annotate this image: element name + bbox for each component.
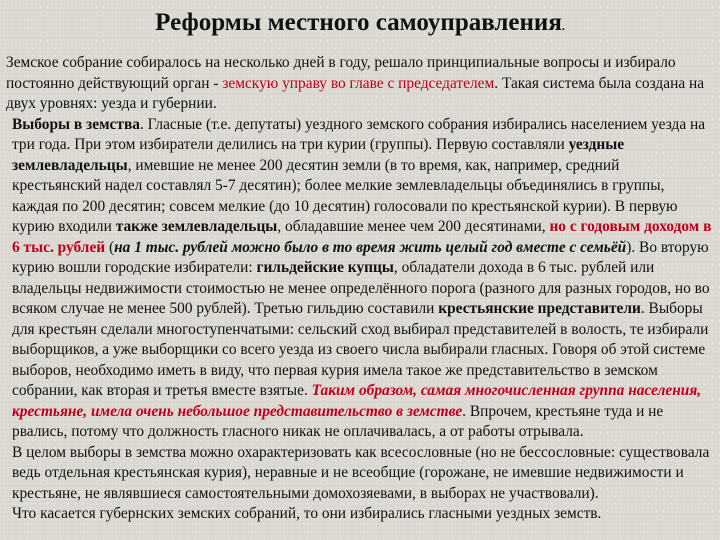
highlight-income: но с годовым доходом в 6 тыс. рублей bbox=[12, 218, 712, 256]
bold-landowners: уездные землевладельцы bbox=[12, 136, 625, 174]
text-run: , имевшие не менее 200 десятин земли (в то время, как, например, средний крестьянский надел составлял 5-7 десятин); более мелкие землевладельцы объединялись в группы, каждая по 200 десятин; совсем мелкие (до 10 десятин) голосовали по крестьянской курии). В первую курию входили bbox=[12, 156, 678, 235]
title-dot: . bbox=[561, 19, 565, 33]
body-text bbox=[6, 53, 712, 525]
bold-also-landowners: также землевладельцы bbox=[115, 218, 278, 235]
bold-merchants: гильдейские купцы bbox=[256, 259, 394, 276]
paragraph-summary: В целом выборы в земства можно охарактеризовать как всесословные (но не бессословные: существовала ведь отдельная крестьянская курия), неравные и не всеобщие (горожане, не имевшие недвижимости и крестьяне, не являвшиеся самостоятельными домохозяевами, в выборах не участвовали). bbox=[12, 443, 710, 502]
bold-elections-heading: Выборы в земства bbox=[12, 115, 140, 133]
text-run: , обладатели дохода в 6 тыс. рублей или владельцы недвижимости стоимостью не менее определённого порога (разного для разных городов, но во всяком случае не менее 500 рублей). Третью гильдию составили bbox=[12, 259, 710, 317]
text-run: . Гласные (т.е. депутаты) уездного земского собрания избирались населением уезда на три года. При этом избиратели делились на три курии (группы). Первую составляли bbox=[12, 115, 706, 153]
page-title bbox=[0, 8, 720, 41]
page-title-text: Реформы местного самоуправления bbox=[155, 9, 562, 36]
highlight-peasant-representation: Таким образом, самая многочисленная группа населения, крестьяне, имела очень небольшое представительство в земстве bbox=[12, 382, 702, 420]
text-run: ). Во вторую курию вошли городские избиратели: bbox=[12, 238, 709, 276]
bold-italic-note: на 1 тыс. рублей можно было в то время жить целый год вместе с семьёй bbox=[114, 238, 627, 256]
text-run: ( bbox=[105, 238, 115, 256]
text-run: , обладавшие менее чем 200 десятинами, bbox=[277, 218, 550, 235]
paragraph-provincial: Что касается губернских земских собраний, то они избирались гласными уездных земств. bbox=[12, 505, 602, 522]
text-run: . Выборы для крестьян сделали многоступенчатыми: сельский сход выбирал представителей в волость, те избирали выборщиков, а уже выборщики со всего уезда из своего числа выбирали гласных. Говоря об этой системе выборов, необходимо иметь в виду, что первая курия имела такое же представительство в земском собрании, как вторая и третья вместе взятые. bbox=[12, 300, 709, 399]
bold-peasant-reps: крестьянские представители bbox=[438, 300, 641, 317]
highlight-zemstvo-uprava: земскую управу во главе с председателем bbox=[222, 74, 495, 92]
text-run: . Такая система была создана на двух уровнях: уезда и губернии. bbox=[6, 74, 705, 112]
paragraph-elections bbox=[6, 115, 712, 443]
text-run: . Впрочем, крестьяне туда и не рвались, потому что должность гласного никак не оплачивалась, а от работы отрывала. bbox=[12, 402, 664, 440]
paragraph-zemstvo-assembly bbox=[6, 53, 712, 115]
text-run: Земское собрание собиралось на несколько дней в году, решало принципиальные вопросы и избирало постоянно действующий орган - bbox=[6, 54, 676, 92]
